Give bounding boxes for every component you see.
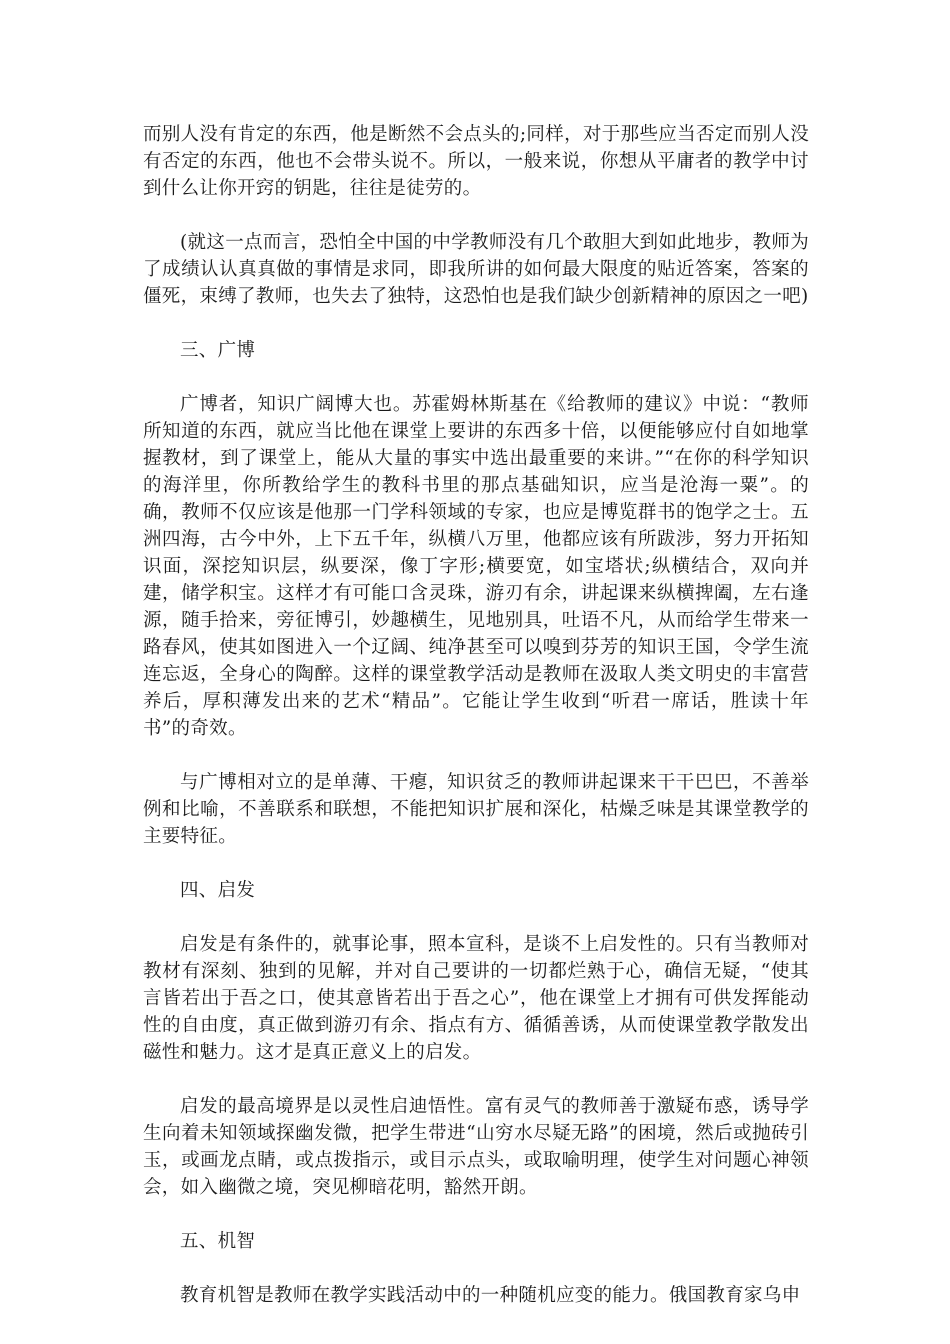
paragraph-guangbo-body: 广博者，知识广阔博大也。苏霍姆林斯基在《给教师的建议》中说：“教师所知道的东西，就应当比他在课堂上要讲的东西多十倍，以便能够应付自如地掌握教材，到了课堂上，能从大量的事实中选出最重要的来讲。”“在你的科学知识的海洋里，你所教给学生的教科书里的那点基础知识，应当是沧海一粟”。的确，教师不仅应该是他那一门学科领域的专家，也应是博览群书的饱学之士。五洲四海，古今中外，上下五千年，纵横八万里，他都应该有所跋涉，努力开拓知识面，深挖知识层，纵要深，像丁字形;横要宽，如宝塔状;纵横结合，双向并建，储学积宝。这样才有可能口含灵珠，游刃有余，讲起课来纵横捭阖，左右逢源，随手拾来，旁征博引，妙趣横生，见地别具，吐语不凡，从而给学生带来一路春风，使其如图进入一个辽阔、纯净甚至可以嗅到芬芳的知识王国，令学生流连忘返，全身心的陶醉。这样的课堂教学活动是教师在汲取人类文明史的丰富营养后，厚积薄发出来的艺术“精品”。它能让学生收到“听君一席话，胜读十年书”的奇效。 — [143, 394, 809, 739]
paragraph-guangbo-contrast: 与广博相对立的是单薄、干瘪，知识贫乏的教师讲起课来干干巴巴，不善举例和比喻，不善联系和联想，不能把知识扩展和深化，枯燥乏味是其课堂教学的主要特征。 — [143, 772, 809, 847]
section-heading-guangbo: 三、广博 — [180, 340, 256, 361]
section-heading-jizhi: 五、机智 — [180, 1231, 256, 1252]
paragraph-jizhi-body: 教育机智是教师在教学实践活动中的一种随机应变的能力。俄国教育家乌申 — [180, 1285, 801, 1306]
paragraph-qifa-body: 启发是有条件的，就事论事，照本宣科，是谈不上启发性的。只有当教师对教材有深刻、独到的见解，并对自己要讲的一切都烂熟于心，确信无疑，“使其言皆若出于吾之口，使其意皆若出于吾之心”，他在课堂上才拥有可供发挥能动性的自由度，真正做到游刃有余、指点有方、循循善诱，从而使课堂教学散发出磁性和魅力。这才是真正意义上的启发。 — [143, 934, 809, 1063]
section-heading-qifa: 四、启发 — [180, 880, 256, 901]
paragraph-qifa-highest: 启发的最高境界是以灵性启迪悟性。富有灵气的教师善于激疑布惑，诱导学生向着未知领域探幽发微，把学生带进“山穷水尽疑无路”的困境，然后或抛砖引玉，或画龙点睛，或点拨指示，或目示点头，或取喻明理，使学生对问题心神领会，如入幽微之境，突见柳暗花明，豁然开朗。 — [143, 1096, 809, 1198]
paragraph-note: (就这一点而言，恐怕全中国的中学教师没有几个敢胆大到如此地步，教师为了成绩认认真真做的事情是求同，即我所讲的如何最大限度的贴近答案，答案的僵死，束缚了教师，也失去了独特，这恐怕也是我们缺少创新精神的原因之一吧) — [143, 232, 809, 307]
document-body — [143, 121, 809, 1309]
paragraph-continuation: 而别人没有肯定的东西，他是断然不会点头的;同样，对于那些应当否定而别人没有否定的东西，他也不会带头说不。所以，一般来说，你想从平庸者的教学中讨到什么让你开窍的钥匙，往往是徒劳的。 — [143, 124, 809, 199]
